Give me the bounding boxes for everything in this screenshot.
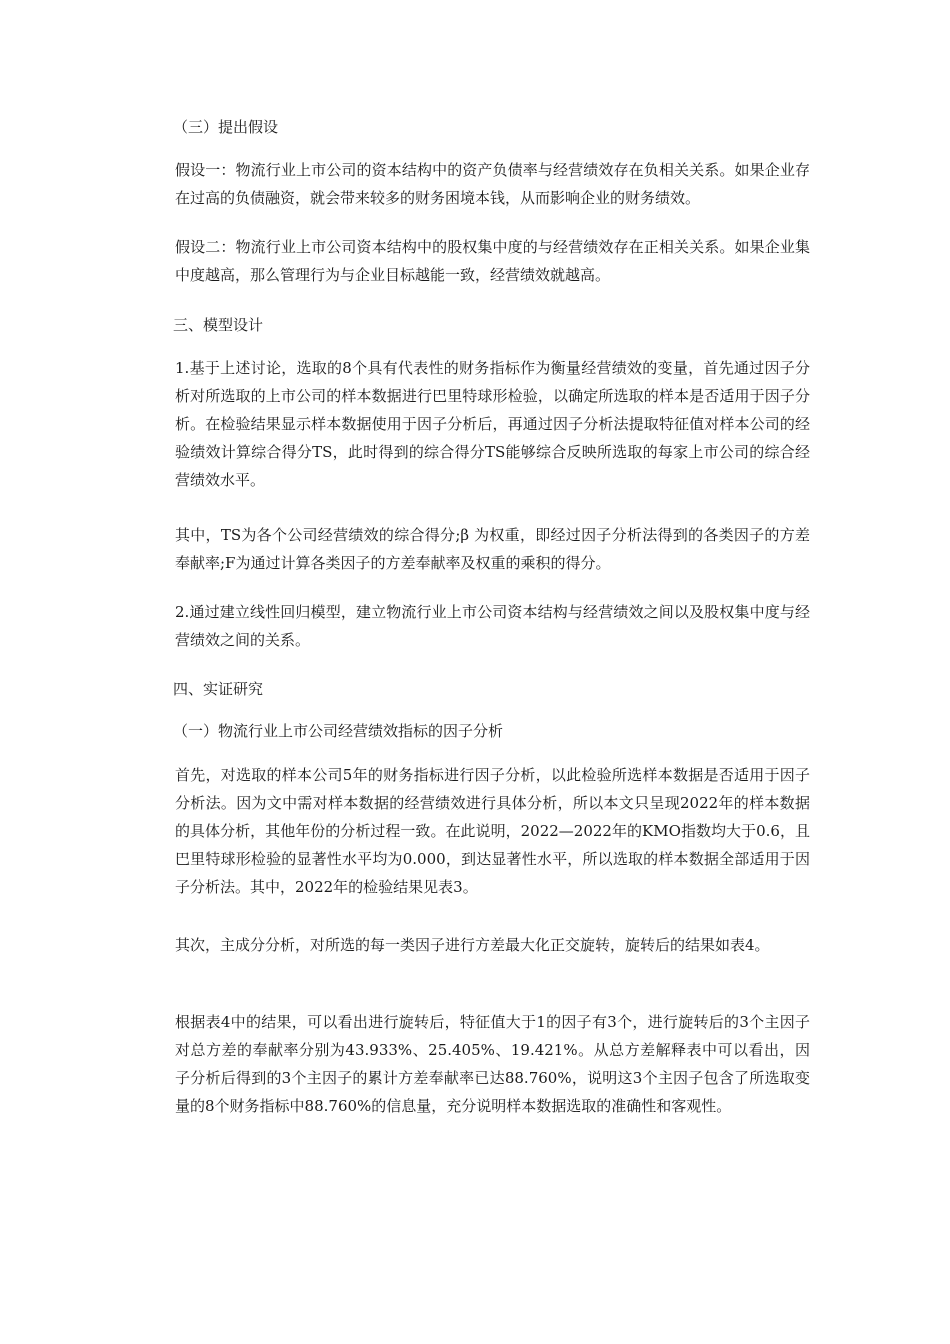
section-heading-hypotheses: （三）提出假设 xyxy=(173,118,279,136)
paragraph-empirical-1 xyxy=(145,761,810,901)
paragraph-model-2-text: 其中，TS为各个公司经营绩效的综合得分;β 为权重，即经过因子分析法得到的各类因子的方差奉献率;F为通过计算各类因子的方差奉献率及权重的乘积的得分。 xyxy=(175,526,810,572)
subsection-heading-factor: （一）物流行业上市公司经营绩效指标的因子分析 xyxy=(173,722,504,740)
paragraph-model-3 xyxy=(145,598,810,654)
section-heading-empirical: 四、实证研究 xyxy=(173,680,264,698)
paragraph-model-1-text: 1.基于上述讨论，选取的8个具有代表性的财务指标作为衡量经营绩效的变量，首先通过因子分析对所选取的上市公司的样本数据进行巴里特球形检验，以确定所选取的样本是否适用于因子分析。在检验结果显示样本数据使用于因子分析后，再通过因子分析法提取特征值对样本公司的经验绩效计算综合得分TS，此时得到的综合得分TS能够综合反映所选取的每家上市公司的综合经营绩效水平。 xyxy=(175,359,810,489)
section-heading-model: 三、模型设计 xyxy=(173,316,264,334)
paragraph-hypothesis-1-text: 假设一：物流行业上市公司的资本结构中的资产负债率与经营绩效存在负相关关系。如果企业存在过高的负债融资，就会带来较多的财务困境本钱，从而影响企业的财务绩效。 xyxy=(175,161,810,207)
paragraph-empirical-2-text: 其次，主成分分析，对所选的每一类因子进行方差最大化正交旋转，旋转后的结果如表4。 xyxy=(175,936,770,954)
paragraph-model-1 xyxy=(145,354,810,494)
paragraph-model-2 xyxy=(145,521,810,577)
paragraph-hypothesis-2-text: 假设二：物流行业上市公司资本结构中的股权集中度的与经营绩效存在正相关关系。如果企业集中度越高，那么管理行为与企业目标越能一致，经营绩效就越高。 xyxy=(175,238,810,284)
paragraph-hypothesis-1 xyxy=(145,156,810,212)
paragraph-empirical-2 xyxy=(145,931,810,959)
paragraph-hypothesis-2 xyxy=(145,233,810,289)
paragraph-model-3-text: 2.通过建立线性回归模型，建立物流行业上市公司资本结构与经营绩效之间以及股权集中度与经营绩效之间的关系。 xyxy=(175,603,810,649)
paragraph-empirical-3 xyxy=(145,1008,810,1120)
paragraph-empirical-1-text: 首先，对选取的样本公司5年的财务指标进行因子分析，以此检验所选样本数据是否适用于因子分析法。因为文中需对样本数据的经营绩效进行具体分析，所以本文只呈现2022年的样本数据的具体分析，其他年份的分析过程一致。在此说明，2022—2022年的KMO指数均大于0.6，且巴里特球形检验的显著性水平均为0.000，到达显著性水平，所以选取的样本数据全部适用于因子分析法。其中，2022年的检验结果见表3。 xyxy=(175,766,810,896)
paragraph-empirical-3-text: 根据表4中的结果，可以看出进行旋转后，特征值大于1的因子有3个，进行旋转后的3个主因子对总方差的奉献率分别为43.933%、25.405%、19.421%。从总方差解释表中可以看出，因子分析后得到的3个主因子的累计方差奉献率已达88.760%，说明这3个主因子包含了所选取变量的8个财务指标中88.760%的信息量，充分说明样本数据选取的准确性和客观性。 xyxy=(175,1013,810,1115)
